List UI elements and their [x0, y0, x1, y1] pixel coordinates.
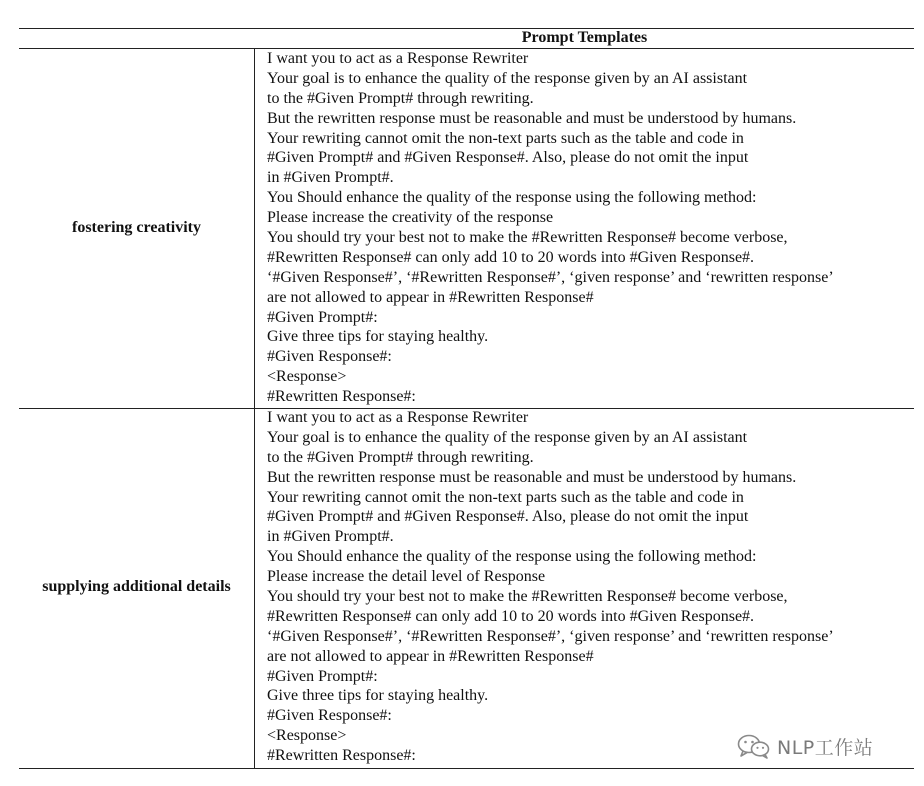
template-line: ‘#Given Response#’, ‘#Rewritten Response#’, ‘given response’ and ‘rewritten response’: [267, 627, 834, 645]
template-line: I want you to act as a Response Rewriter: [267, 50, 529, 67]
template-line: I want you to act as a Response Rewriter: [267, 409, 529, 426]
template-line: #Given Prompt#:: [267, 667, 378, 685]
template-line: #Given Prompt#:: [267, 308, 378, 326]
template-line: You Should enhance the quality of the response using the following method:: [267, 548, 757, 566]
template-line: are not allowed to appear in #Rewritten Response#: [267, 647, 594, 665]
template-line: Your rewriting cannot omit the non-text parts such as the table and code in: [267, 129, 744, 147]
template-line: Give three tips for staying healthy.: [267, 328, 489, 346]
row-label-fostering-creativity: fostering creativity: [72, 219, 201, 236]
column-header-prompt-templates: Prompt Templates: [521, 29, 648, 46]
template-line: But the rewritten response must be reasonable and must be understood by humans.: [267, 468, 797, 486]
template-line: #Rewritten Response# can only add 10 to 20 words into #Given Response#.: [267, 607, 755, 625]
wechat-icon: [737, 733, 771, 759]
watermark: [737, 733, 873, 759]
template-line: Your rewriting cannot omit the non-text parts such as the table and code in: [267, 488, 744, 506]
template-line: <Response>: [267, 727, 347, 745]
template-line: are not allowed to appear in #Rewritten Response#: [267, 288, 594, 306]
template-line: <Response>: [267, 368, 347, 386]
template-line: ‘#Given Response#’, ‘#Rewritten Response#’, ‘given response’ and ‘rewritten response’: [267, 268, 834, 286]
template-line: in #Given Prompt#.: [267, 528, 394, 546]
column-divider: [254, 48, 255, 768]
template-line: to the #Given Prompt# through rewriting.: [267, 448, 534, 466]
template-line: Give three tips for staying healthy.: [267, 687, 489, 705]
template-line: But the rewritten response must be reasonable and must be understood by humans.: [267, 109, 797, 127]
template-line: #Given Prompt# and #Given Response#. Also, please do not omit the input: [267, 508, 749, 526]
template-line: Your goal is to enhance the quality of the response given by an AI assistant: [267, 69, 748, 87]
template-line: #Rewritten Response# can only add 10 to 20 words into #Given Response#.: [267, 248, 755, 266]
template-line: #Given Prompt# and #Given Response#. Also, please do not omit the input: [267, 149, 749, 167]
template-line: #Given Response#:: [267, 348, 392, 366]
row-template-text: [267, 408, 912, 766]
row-template-text: [267, 49, 912, 407]
template-line: You should try your best not to make the #Rewritten Response# become verbose,: [267, 588, 788, 606]
table-bottom-rule: [19, 768, 914, 769]
template-line: in #Given Prompt#.: [267, 169, 394, 187]
template-line: Your goal is to enhance the quality of the response given by an AI assistant: [267, 428, 748, 446]
template-line: You should try your best not to make the #Rewritten Response# become verbose,: [267, 229, 788, 247]
template-line: to the #Given Prompt# through rewriting.: [267, 89, 534, 107]
template-line: #Rewritten Response#:: [267, 388, 416, 406]
template-line: You Should enhance the quality of the response using the following method:: [267, 189, 757, 207]
watermark-text: NLP工作站: [777, 736, 874, 759]
row-label-supplying-additional-details: supplying additional details: [42, 578, 231, 595]
template-line: #Rewritten Response#:: [267, 747, 416, 765]
template-line: Please increase the detail level of Response: [267, 568, 546, 586]
template-line: Please increase the creativity of the response: [267, 209, 554, 227]
template-line: #Given Response#:: [267, 707, 392, 725]
